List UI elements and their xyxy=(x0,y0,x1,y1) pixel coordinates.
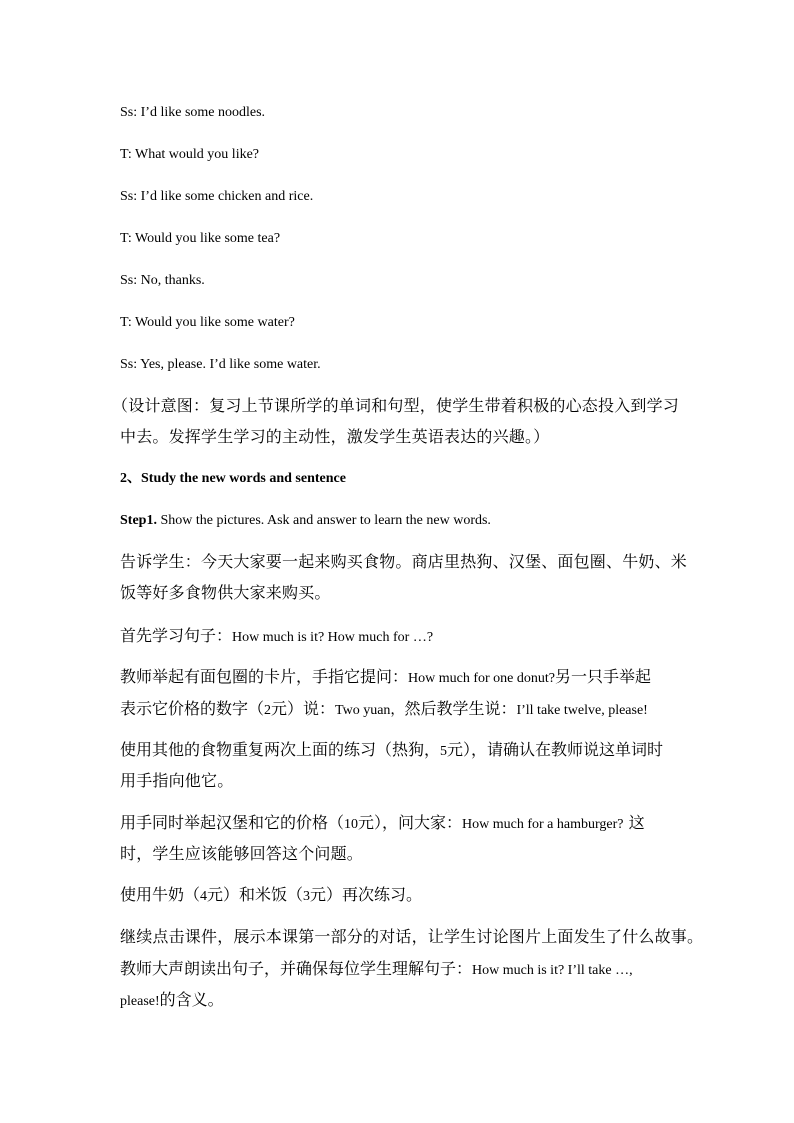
text-en: I’ll take twelve, please! xyxy=(516,703,648,718)
dialogue-line: Ss: I’d like some noodles. xyxy=(120,105,266,120)
text-en: How much is it? I’ll take …, xyxy=(472,963,633,978)
design-intent-line: （设计意图：复习上节课所学的单词和句型，使学生带着积极的心态投入到学习 xyxy=(112,396,680,415)
text-num: 10 xyxy=(344,817,359,832)
text-zh: 然后教学生说： xyxy=(404,699,517,718)
paragraph-line xyxy=(120,959,680,981)
paragraph-line xyxy=(120,626,680,648)
step1-line xyxy=(120,511,680,531)
text-zh: 使用牛奶（ xyxy=(120,885,201,904)
dialogue-line: T: Would you like some water? xyxy=(120,315,295,330)
text-zh: 首先学习句子： xyxy=(120,626,233,645)
dialogue-line: Ss: No, thanks. xyxy=(120,273,205,288)
paragraph-line: 继续点击课件，展示本课第一部分的对话，让学生讨论图片上面发生了什么故事。 xyxy=(120,927,704,946)
text-zh: 教师大声朗读出句子，并确保每位学生理解句子： xyxy=(120,959,473,978)
text-zh: 元）和米饭（ xyxy=(207,885,304,904)
dialogue-line: Ss: I’d like some chicken and rice. xyxy=(120,189,314,204)
text-zh: 另一只手举起 xyxy=(554,667,651,686)
text-num: 3 xyxy=(303,889,311,904)
text-en: Two yuan， xyxy=(335,703,405,718)
text-num: 5 xyxy=(440,744,448,759)
dialogue-line: T: Would you like some tea? xyxy=(120,231,281,246)
dialogue-line: Ss: Yes, please. I’d like some water. xyxy=(120,357,321,372)
paragraph-line xyxy=(120,740,680,762)
paragraph-line xyxy=(120,699,680,721)
paragraph-line xyxy=(120,990,680,1012)
text-zh: 使用其他的食物重复两次上面的练习（热狗， xyxy=(120,740,441,759)
text-zh: 的含义。 xyxy=(159,990,224,1009)
text-num: 4 xyxy=(200,889,208,904)
text-en: How much for one donut? xyxy=(408,671,555,686)
design-intent-line: 中去。发挥学生学习的主动性，激发学生英语表达的兴趣。） xyxy=(120,427,550,446)
paragraph-line: 时，学生应该能够回答这个问题。 xyxy=(120,844,364,863)
paragraph-line xyxy=(120,813,680,835)
text-en: How much is it? How much for …? xyxy=(232,630,434,645)
text-zh: 元）再次练习。 xyxy=(310,885,423,904)
paragraph-line: 告诉学生：今天大家要一起来购买食物。商店里热狗、汉堡、面包圈、牛奶、米 xyxy=(120,552,688,571)
paragraph-line: 用手指向他它。 xyxy=(120,771,234,790)
section-heading: 2、Study the new words and sentence xyxy=(120,471,346,486)
paragraph-line: 饭等好多食物供大家来购买。 xyxy=(120,583,331,602)
step1-label: Step1. xyxy=(120,513,157,528)
text-zh: 教师举起有面包圈的卡片，手指它提问： xyxy=(120,667,409,686)
paragraph-line xyxy=(120,667,680,689)
text-num: 2 xyxy=(264,703,272,718)
step1-text: Show the pictures. Ask and answer to learn the new words. xyxy=(156,513,491,528)
text-zh: 这 xyxy=(623,813,645,832)
text-zh: 元）说： xyxy=(271,699,336,718)
text-zh: 用手同时举起汉堡和它的价格（ xyxy=(120,813,345,832)
text-zh: 表示它价格的数字（ xyxy=(120,699,265,718)
text-en: How much for a hamburger? xyxy=(462,817,624,832)
text-en: please! xyxy=(120,994,160,1009)
paragraph-line xyxy=(120,885,680,907)
text-zh: 元），问大家： xyxy=(358,813,463,832)
dialogue-line: T: What would you like? xyxy=(120,147,260,162)
text-zh: 元），请确认在教师说这单词时 xyxy=(447,740,664,759)
